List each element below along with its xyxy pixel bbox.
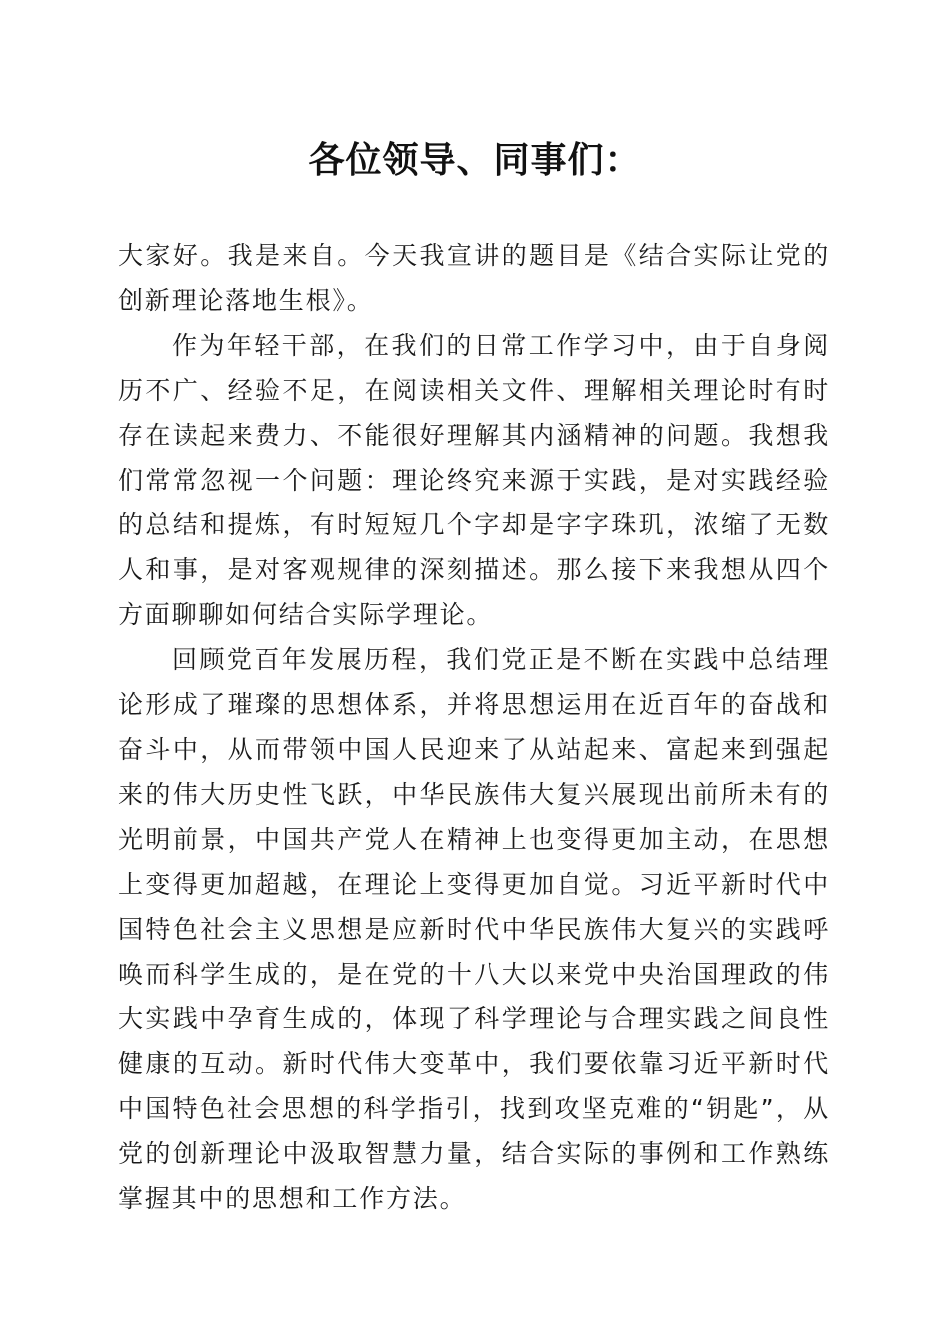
paragraph-intro: 作为年轻干部，在我们的日常工作学习中，由于自身阅历不广、经验不足，在阅读相关文件、理解相关理论时有时存在读起来费力、不能很好理解其内涵精神的问题。我想我们常常忽视一个问题：理论终究来源于实践，是对实践经验的总结和提炼，有时短短几个字却是字字珠玑，浓缩了无数人和事，是对客观规律的深刻描述。那么接下来我想从四个方面聊聊如何结合实际学理论。 (118, 330, 830, 630)
paragraph-history: 回顾党百年发展历程，我们党正是不断在实践中总结理论形成了璀璨的思想体系，并将思想运用在近百年的奋战和奋斗中，从而带领中国人民迎来了从站起来、富起来到强起来的伟大历史性飞跃，中华民族伟大复兴展现出前所未有的光明前景，中国共产党人在精神上也变得更加主动，在思想上变得更加超越，在理论上变得更加自觉。习近平新时代中国特色社会主义思想是应新时代中华民族伟大复兴的实践呼唤而科学生成的，是在党的十八大以来党中央治国理政的伟大实践中孕育生成的，体现了科学理论与合理实践之间良性健康的互动。新时代伟大变革中，我们要依靠习近平新时代中国特色社会思想的科学指引，找到攻坚克难的“钥匙”，从党的创新理论中汲取智慧力量，结合实际的事例和工作熟练掌握其中的思想和工作方法。 (118, 645, 830, 1214)
document-body (118, 234, 830, 1222)
document-title: 各位领导、同事们： (308, 139, 642, 181)
paragraph-greeting: 大家好。我是来自。今天我宣讲的题目是《结合实际让党的创新理论落地生根》。 (118, 241, 830, 315)
